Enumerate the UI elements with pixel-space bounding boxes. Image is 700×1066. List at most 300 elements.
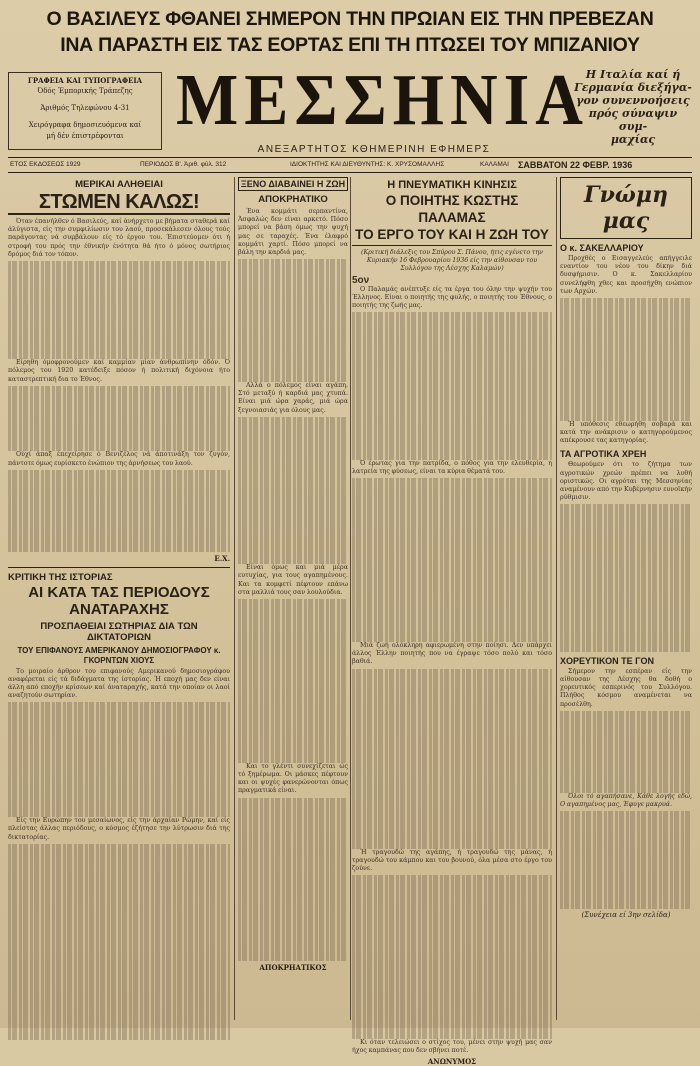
text-line-placeholder xyxy=(560,562,692,570)
text-line-placeholder xyxy=(352,576,552,584)
text-line-placeholder xyxy=(352,759,552,767)
text-line-placeholder xyxy=(238,276,348,284)
paragraph: Προχθές ο Εισαγγελεύς απήγγειλε εναντίον του νέου του δίκην διά δυσφήμισιν. Ο κ. Σακελλαρίου συνελήφθη χθες και προσήχθη ενώπιον των Αρχών. xyxy=(560,255,692,295)
text-line-placeholder xyxy=(238,738,348,746)
history-subtitle: ΠΡΟΣΠΑΘΕΙΑΙ ΣΩΤΗΡΙΑΣ ΔΙΑ ΤΩΝ ΔΙΚΤΑΤΟΡΙΩΝ xyxy=(40,620,198,643)
text-line-placeholder xyxy=(352,1023,552,1031)
text-line-placeholder xyxy=(238,839,348,847)
paragraph: Ή υπόθεσις εθεωρήθη σοβαρά και κατά την ανάκρισιν ο κατηγορούμενος απέκρουσε τας κατηγορίας. xyxy=(560,420,692,445)
text-line-placeholder xyxy=(238,325,348,333)
text-line-placeholder xyxy=(8,950,230,958)
text-line-placeholder xyxy=(8,386,230,394)
text-line-placeholder xyxy=(560,380,692,388)
text-line-placeholder xyxy=(352,452,552,460)
column-rule xyxy=(556,177,557,1020)
text-line-placeholder xyxy=(352,924,552,932)
text-line-placeholder xyxy=(238,624,348,632)
text-line-placeholder xyxy=(352,933,552,941)
palamas-signature: ΑΝΩΝΥΜΟΣ xyxy=(427,1057,477,1066)
text-line-placeholder xyxy=(238,556,348,564)
text-line-placeholder xyxy=(238,689,348,697)
text-line-placeholder xyxy=(352,892,552,900)
text-line-placeholder xyxy=(352,734,552,742)
paragraph: Ο Παλαμάς ανέπτυξε είς τα έργα του όλην την ψυχήν του Έλληνος. Είναι ο ποιητής της φυλής, ο ποιητής του Έθνους, ο ποιητής της ζωής μας. xyxy=(352,285,552,310)
office-info-line: ΓΡΑΦΕΙΑ ΚΑΙ ΤΥΠΟΓΡΑΦΕΙΑ xyxy=(27,76,143,85)
text-line-placeholder xyxy=(238,349,348,357)
text-line-placeholder xyxy=(352,362,552,370)
text-line-placeholder xyxy=(8,435,230,443)
text-line-placeholder xyxy=(352,718,552,726)
editorial-kicker: ΜΕΡΙΚΑΙ ΑΛΗΘΕΙΑΙ xyxy=(75,179,163,190)
text-line-placeholder xyxy=(352,503,552,511)
text-line-placeholder xyxy=(560,545,692,553)
text-line-placeholder xyxy=(560,811,692,819)
text-line-placeholder xyxy=(8,351,230,359)
text-line-placeholder xyxy=(352,908,552,916)
text-line-placeholder xyxy=(560,901,692,909)
text-line-placeholder xyxy=(238,896,348,904)
text-line-placeholder xyxy=(352,568,552,576)
text-line-placeholder xyxy=(238,673,348,681)
farm-debts-heading: ΤΑ ΑΓΡΟΤΙΚΑ ΧΡΕΗ xyxy=(560,449,647,460)
text-line-placeholder xyxy=(238,491,348,499)
newspaper-subtitle: ΑΝΕΞΑΡΤΗΤΟΣ ΚΘΗΜΕΡΙΝΗ ΕΦΗΜΕΡΣ xyxy=(257,144,491,155)
text-line-placeholder xyxy=(352,337,552,345)
text-line-placeholder xyxy=(352,1006,552,1014)
text-line-placeholder xyxy=(238,705,348,713)
palamas-title: Ο ΠΟΙΗΤΗΣ ΚΩΣΤΗΣ ΠΑΛΑΜΑΣ xyxy=(385,193,519,225)
text-line-placeholder xyxy=(8,470,230,478)
text-line-placeholder xyxy=(560,298,692,306)
text-line-placeholder xyxy=(238,341,348,349)
text-line-placeholder xyxy=(238,879,348,887)
text-line-placeholder xyxy=(560,828,692,836)
text-line-placeholder xyxy=(8,885,230,893)
history-title: ΑΙ ΚΑΤΑ ΤΑΣ ΠΕΡΙΟΔΟΥΣ ΑΝΑΤΑΡΑΧΗΣ xyxy=(28,583,210,618)
text-line-placeholder xyxy=(352,560,552,568)
text-line-placeholder xyxy=(238,474,348,482)
paragraph: Ένα κομμάτι σερπαντίνα, Άσφαλώς δεν είναι αρκετό. Πόσο μπορεί να βάση όμως την ψυχή μας σε ταραχές. Ένα έλαφρό κομμάτι χαρτί. Πόσο μπορεί να βάλη την καρδιά μας. xyxy=(238,208,348,257)
text-line-placeholder xyxy=(8,535,230,543)
text-line-placeholder xyxy=(8,844,230,852)
text-line-placeholder xyxy=(352,982,552,990)
editorial-body xyxy=(8,218,230,552)
paragraph: Ούχί άπαξ έπεχείρησε ό Βενιζέλος νά άποτινάξη τον ζυγόν, πάντοτε όμως ευρίσκετο ένώπιον της άρνήσεως του λαού. xyxy=(8,451,230,467)
text-line-placeholder xyxy=(8,486,230,494)
dance-event-body xyxy=(560,668,692,910)
text-line-placeholder xyxy=(352,495,552,503)
text-line-placeholder xyxy=(560,521,692,529)
text-line-placeholder xyxy=(560,323,692,331)
text-line-placeholder xyxy=(352,883,552,891)
text-line-placeholder xyxy=(8,511,230,519)
text-line-placeholder xyxy=(560,595,692,603)
text-line-placeholder xyxy=(238,317,348,325)
text-line-placeholder xyxy=(352,990,552,998)
text-line-placeholder xyxy=(238,507,348,515)
text-line-placeholder xyxy=(352,941,552,949)
carnival-box-title: ΞΕΝΟ ΔΙΑΒΑΙΝΕΙ Η ΖΩΗ xyxy=(238,177,348,191)
text-line-placeholder xyxy=(8,852,230,860)
text-line-placeholder xyxy=(560,735,692,743)
text-line-placeholder xyxy=(238,308,348,316)
text-line-placeholder xyxy=(238,615,348,623)
text-line-placeholder xyxy=(560,306,692,314)
paragraph: Είναι όμως και μιά μέρα ευτυχίας, για τους αγαπημένους. Και τα κομφετί πέφτουν επάνω στα μαλλιά τους σαν λουλούδια. xyxy=(238,564,348,596)
text-line-placeholder xyxy=(238,863,348,871)
text-line-placeholder xyxy=(8,999,230,1007)
text-line-placeholder xyxy=(560,586,692,594)
text-line-placeholder xyxy=(352,824,552,832)
text-line-placeholder xyxy=(8,543,230,551)
history-author: ΤΟΥ ΕΠΙΦΑΝΟΥΣ ΑΜΕΡΙΚΑΝΟΥ ΔΗΜΟΣΙΟΓΡΑΦΟΥ κ. ΓΚΟΡΝΤΩΝ ΧΙΟΥΣ xyxy=(17,645,221,665)
paragraph: Ό έρωτας για την πατρίδα, ο πόθος για την ελευθερία, η λατρεία της φύσεως, είναι τα κύρια θέματά του. xyxy=(352,459,552,475)
paragraph: Αλλά ο πόλεμος είναι αγάπη. Στό μεταξύ ή καρδιά μας χτυπά. Είναι μιά ώρα χαράς, μιά ώρα ξεγνοιασιάς για όλους μας. xyxy=(238,382,348,414)
text-line-placeholder xyxy=(8,776,230,784)
text-line-placeholder xyxy=(8,427,230,435)
part-number: 5ον xyxy=(352,274,370,286)
text-line-placeholder xyxy=(8,784,230,792)
column-rule xyxy=(234,177,235,1020)
text-line-placeholder xyxy=(238,366,348,374)
text-line-placeholder xyxy=(352,435,552,443)
text-line-placeholder xyxy=(238,607,348,615)
text-line-placeholder xyxy=(560,347,692,355)
text-line-placeholder xyxy=(238,417,348,425)
text-line-placeholder xyxy=(560,719,692,727)
text-line-placeholder xyxy=(560,752,692,760)
text-line-placeholder xyxy=(8,443,230,451)
text-line-placeholder xyxy=(352,957,552,965)
text-line-placeholder xyxy=(238,945,348,953)
text-line-placeholder xyxy=(352,775,552,783)
text-line-placeholder xyxy=(560,760,692,768)
teaser-line: γον συνεννοήσεις xyxy=(576,94,690,107)
text-line-placeholder xyxy=(238,798,348,806)
text-line-placeholder xyxy=(352,609,552,617)
text-line-placeholder xyxy=(8,983,230,991)
text-line-placeholder xyxy=(238,441,348,449)
text-line-placeholder xyxy=(8,302,230,310)
text-line-placeholder xyxy=(352,767,552,775)
text-line-placeholder xyxy=(352,875,552,883)
column-palamas xyxy=(352,177,552,1066)
text-line-placeholder xyxy=(8,335,230,343)
main-headline-line-2: ΙΝΑ ΠΑΡΑΣΤΗ ΕΙΣ ΤΑΣ ΕΟΡΤΑΣ ΕΠΙ ΤΗ ΠΤΩΣΕΙ ΤΟΥ ΜΠΙΖΑΝΙΟΥ xyxy=(60,34,640,56)
text-line-placeholder xyxy=(560,537,692,545)
text-line-placeholder xyxy=(8,419,230,427)
text-line-placeholder xyxy=(352,791,552,799)
text-line-placeholder xyxy=(238,482,348,490)
text-line-placeholder xyxy=(352,386,552,394)
office-info-line: μή δέν έπιστρέφονται xyxy=(46,132,124,140)
text-line-placeholder xyxy=(8,402,230,410)
text-line-placeholder xyxy=(238,888,348,896)
text-line-placeholder xyxy=(352,370,552,378)
paragraph: Και το γλέντι συνεχίζεται ώς τό ξημέρωμα. Οι μάσκες πέφτουν και οι ψυχές φανερώνονται όπως πραγματικά είναι. xyxy=(238,762,348,795)
paragraph: Ή τραγουδώ της αγάπης, ή τραγουδώ της μάνας, ή τραγουδώ του κάμπου και του βουνού, όλα μέσα στο έργο του ζούνε. xyxy=(352,848,552,873)
text-line-placeholder xyxy=(560,331,692,339)
text-line-placeholder xyxy=(8,702,230,710)
text-line-placeholder xyxy=(238,871,348,879)
text-line-placeholder xyxy=(560,644,692,652)
text-line-placeholder xyxy=(238,648,348,656)
text-line-placeholder xyxy=(8,727,230,735)
text-line-placeholder xyxy=(560,396,692,404)
farm-debts-body xyxy=(560,461,692,651)
text-line-placeholder xyxy=(560,529,692,537)
history-section-label: ΚΡΙΤΙΚΗ ΤΗΣ ΙΣΤΟΡΙΑΣ xyxy=(8,571,113,583)
text-line-placeholder xyxy=(352,321,552,329)
text-line-placeholder xyxy=(560,819,692,827)
main-headline-line-1: Ο ΒΑΣΙΛΕΥΣ ΦΘΑΝΕΙ ΣΗΜΕΡΟΝ ΤΗΝ ΠΡΩΙΑΝ ΕΙΣ ΤΗΝ ΠΡΕΒΕΖΑΝ xyxy=(46,8,654,30)
text-line-placeholder xyxy=(238,937,348,945)
text-line-placeholder xyxy=(8,801,230,809)
text-line-placeholder xyxy=(560,314,692,322)
text-line-placeholder xyxy=(238,515,348,523)
text-line-placeholder xyxy=(560,513,692,521)
text-line-placeholder xyxy=(352,394,552,402)
text-line-placeholder xyxy=(352,634,552,642)
text-line-placeholder xyxy=(8,934,230,942)
text-line-placeholder xyxy=(352,685,552,693)
text-line-placeholder xyxy=(560,364,692,372)
text-line-placeholder xyxy=(8,743,230,751)
text-line-placeholder xyxy=(238,523,348,531)
continued-note: (Συνέχεια εί 3ην σελίδα) xyxy=(581,911,671,920)
text-line-placeholder xyxy=(352,816,552,824)
text-line-placeholder xyxy=(8,909,230,917)
text-line-placeholder xyxy=(352,617,552,625)
text-line-placeholder xyxy=(352,998,552,1006)
text-line-placeholder xyxy=(238,912,348,920)
text-line-placeholder xyxy=(352,1031,552,1039)
text-line-placeholder xyxy=(8,942,230,950)
dance-event-heading: ΧΟΡΕΥΤΙΚΟΝ ΤΕ ΓΟΝ xyxy=(560,655,655,666)
text-line-placeholder xyxy=(560,768,692,776)
masthead xyxy=(8,60,692,155)
text-line-placeholder xyxy=(238,665,348,673)
text-line-placeholder xyxy=(238,267,348,275)
text-line-placeholder xyxy=(238,466,348,474)
office-info-line: Χειρόγραφα δημοσιευόμενα καί xyxy=(28,121,142,129)
text-line-placeholder xyxy=(352,312,552,320)
text-line-placeholder xyxy=(8,277,230,285)
text-line-placeholder xyxy=(238,531,348,539)
text-line-placeholder xyxy=(8,527,230,535)
history-body xyxy=(8,668,230,1041)
text-line-placeholder xyxy=(560,603,692,611)
text-line-placeholder xyxy=(8,917,230,925)
text-line-placeholder xyxy=(560,404,692,412)
sakellariou-heading: Ο κ. ΣΑΚΕΛΛΑΡΙΟΥ xyxy=(560,243,644,253)
text-line-placeholder xyxy=(238,292,348,300)
text-line-placeholder xyxy=(8,503,230,511)
text-line-placeholder xyxy=(352,750,552,758)
text-line-placeholder xyxy=(8,926,230,934)
text-line-placeholder xyxy=(8,410,230,418)
paragraph: Σήμερον την εσπέραν είς την αίθουσαν της Λέσχης θα δοθή ο χορευτικός εσπερινός του Συλλόγου. Πλήθος κόσμου αναμένεται να προσέλθη. xyxy=(560,667,692,708)
issue-date: ΣΑΒΒΑΤΟΝ 22 ΦΕΒΡ. 1936 xyxy=(518,160,633,170)
text-line-placeholder xyxy=(352,669,552,677)
text-line-placeholder xyxy=(8,958,230,966)
text-line-placeholder xyxy=(238,632,348,640)
text-line-placeholder xyxy=(238,755,348,763)
text-line-placeholder xyxy=(238,806,348,814)
text-line-placeholder xyxy=(8,876,230,884)
text-line-placeholder xyxy=(238,746,348,754)
editorial-title: ΣΤΩΜΕΝ ΚΑΛΩΣ! xyxy=(8,191,230,215)
column-rule xyxy=(350,177,351,1020)
text-line-placeholder xyxy=(352,519,552,527)
text-line-placeholder xyxy=(560,635,692,643)
text-line-placeholder xyxy=(238,433,348,441)
text-line-placeholder xyxy=(352,808,552,816)
text-line-placeholder xyxy=(352,427,552,435)
text-line-placeholder xyxy=(238,640,348,648)
text-line-placeholder xyxy=(8,310,230,318)
text-line-placeholder xyxy=(352,536,552,544)
palamas-title-2: ΤΟ ΕΡΓΟ ΤΟΥ ΚΑΙ Η ΖΩΗ ΤΟΥ xyxy=(352,226,552,246)
text-line-placeholder xyxy=(560,578,692,586)
text-line-placeholder xyxy=(238,697,348,705)
text-line-placeholder xyxy=(560,868,692,876)
text-line-placeholder xyxy=(560,860,692,868)
text-line-placeholder xyxy=(560,611,692,619)
text-line-placeholder xyxy=(352,486,552,494)
text-line-placeholder xyxy=(560,619,692,627)
text-line-placeholder xyxy=(352,693,552,701)
text-line-placeholder xyxy=(560,776,692,784)
issue-info-bar xyxy=(8,157,692,173)
text-line-placeholder xyxy=(8,261,230,269)
masthead-teaser xyxy=(574,68,692,146)
text-line-placeholder xyxy=(238,499,348,507)
text-line-placeholder xyxy=(8,975,230,983)
text-line-placeholder xyxy=(8,793,230,801)
column-editorial xyxy=(8,177,230,1022)
paragraph: Είρηθη όμοφρονούμεν καί καμμίαν μίαν άνθρωπίνην όδόν. Ό πόλεμος του 1920 κατέδειξε πόσον ή πολιτική διχόνοια ήτο καταστρεπτική δια το Έθνος. xyxy=(8,359,230,383)
text-line-placeholder xyxy=(8,735,230,743)
text-line-placeholder xyxy=(560,744,692,752)
text-line-placeholder xyxy=(560,785,692,793)
text-line-placeholder xyxy=(560,355,692,363)
text-line-placeholder xyxy=(238,458,348,466)
text-line-placeholder xyxy=(238,425,348,433)
office-info-line: Άριθμός Τηλεφώνου 4-31 xyxy=(40,104,130,112)
editorial-signature: Ε.Χ. xyxy=(214,553,230,563)
text-line-placeholder xyxy=(560,852,692,860)
text-line-placeholder xyxy=(238,259,348,267)
text-line-placeholder xyxy=(560,836,692,844)
text-line-placeholder xyxy=(8,901,230,909)
text-line-placeholder xyxy=(352,378,552,386)
text-line-placeholder xyxy=(352,965,552,973)
carnival-body xyxy=(238,208,348,961)
text-line-placeholder xyxy=(352,832,552,840)
text-line-placeholder xyxy=(8,768,230,776)
text-line-placeholder xyxy=(8,394,230,402)
paragraph: Όταν έπανήλθεν ό Βασιλεύς, καί άνήρχετο με βήματα σταθερά καί άλύγιστα, είς την συμφιλίωσιν του λαού, προσεκάλεσεν όλους τούς παράγοντας νά συμβάλουν είς τό έργον του. Έπιστεύομεν ότι ή στροφή του πρός την έθνικήν ένότητα θά ήτο ό μόνος σωτήριος δρόμος διά τον τόπον. xyxy=(8,218,230,258)
text-line-placeholder xyxy=(560,372,692,380)
teaser-line: Γερμανία διεξήγα- xyxy=(574,81,692,94)
paragraph: Κι όταν τελειώσει ο στίχος του, μένει στην ψυχή μας σαν ήχος καμπάνας που δεν σβήνει ποτέ. xyxy=(352,1039,552,1055)
column-opinion xyxy=(560,177,692,1022)
text-line-placeholder xyxy=(8,269,230,277)
text-line-placeholder xyxy=(238,540,348,548)
text-line-placeholder xyxy=(8,1007,230,1015)
teaser-line: πρός σύναψιν συμ- xyxy=(588,107,678,133)
paragraph: Το μοιραίο άρθρον του επιφανούς Αμερικανού δημοσιογράφου αναφέρεται είς τά διδάγματα της ίστορίας. Ή εποχή μας δεν είναι άλλη από εποχήν κρίσεων καί άναταραχής, κατά την οποίαν οι λαοί αναζητούν σωτηρίαν. xyxy=(8,667,230,700)
text-line-placeholder xyxy=(352,419,552,427)
text-line-placeholder xyxy=(352,783,552,791)
issue-year: ΕΤΟΣ ΕΚΔΟΣΕΩΣ 1929 xyxy=(10,161,81,168)
text-line-placeholder xyxy=(8,967,230,975)
text-line-placeholder xyxy=(352,949,552,957)
text-line-placeholder xyxy=(8,286,230,294)
text-line-placeholder xyxy=(8,860,230,868)
text-line-placeholder xyxy=(352,626,552,634)
text-line-placeholder xyxy=(8,893,230,901)
text-line-placeholder xyxy=(8,752,230,760)
sakellariou-body xyxy=(560,255,692,445)
text-line-placeholder xyxy=(8,809,230,817)
text-line-placeholder xyxy=(560,877,692,885)
carnival-title: ΑΠΟΚΡΗΑΤΙΚΟ xyxy=(258,194,328,205)
text-line-placeholder xyxy=(352,900,552,908)
text-line-placeholder xyxy=(238,830,348,838)
text-line-placeholder xyxy=(352,742,552,750)
text-line-placeholder xyxy=(560,627,692,635)
text-line-placeholder xyxy=(8,519,230,527)
text-line-placeholder xyxy=(352,443,552,451)
poem: Όλοι τό αγαπήσανε, Κάθε λογής εδώ, Ο αγαπημένος μας, Έφυγε μακρυά. xyxy=(560,792,692,808)
text-line-placeholder xyxy=(560,413,692,421)
text-line-placeholder xyxy=(238,548,348,556)
text-line-placeholder xyxy=(352,726,552,734)
teaser-line: μαχίας xyxy=(610,133,656,146)
text-line-placeholder xyxy=(238,450,348,458)
text-line-placeholder xyxy=(560,504,692,512)
text-line-placeholder xyxy=(8,494,230,502)
text-line-placeholder xyxy=(560,885,692,893)
text-line-placeholder xyxy=(352,800,552,808)
text-line-placeholder xyxy=(560,893,692,901)
text-line-placeholder xyxy=(352,478,552,486)
text-line-placeholder xyxy=(560,844,692,852)
text-line-placeholder xyxy=(352,411,552,419)
text-line-placeholder xyxy=(560,388,692,396)
text-line-placeholder xyxy=(8,343,230,351)
text-line-placeholder xyxy=(238,681,348,689)
issue-director: ΙΔΙΟΚΤΗΤΗΣ ΚΑΙ ΔΙΕΥΘΥΝΤΗΣ: Κ. ΧΡΥΣΟΜΑΛΛΗΣ xyxy=(290,161,445,168)
text-line-placeholder xyxy=(352,402,552,410)
palamas-kicker: Η ΠΝΕΥΜΑΤΙΚΗ ΚΙΝΗΣΙΣ xyxy=(387,179,517,191)
palamas-intro: (Κριτική διάλεξις του Σπύρου Σ. Πάνου, ήτις εγένετο την Κυριακήν 16 Φεβρουαρίου 1936 είς την αίθουσαν του Συλλόγου της Λέσχης Καλαμών) xyxy=(361,249,543,273)
text-line-placeholder xyxy=(238,814,348,822)
text-line-placeholder xyxy=(238,847,348,855)
text-line-placeholder xyxy=(238,714,348,722)
carnival-signature: ΑΠΟΚΡΗΑΤΙΚΟΣ xyxy=(259,963,327,973)
text-line-placeholder xyxy=(352,585,552,593)
text-line-placeholder xyxy=(352,511,552,519)
paragraph: Μιά ζωή ολόκληρη αφιερωμένη στην ποίησι. Δεν υπάρχει άλλος Έλλην ποιητής που να έγραψε τόσο πολύ και τόσο βαθιά. xyxy=(352,641,552,666)
text-line-placeholder xyxy=(352,916,552,924)
text-line-placeholder xyxy=(238,656,348,664)
text-line-placeholder xyxy=(352,527,552,535)
text-line-placeholder xyxy=(352,710,552,718)
office-info-line: Όδός Έμπορικής Τράπεζης xyxy=(37,87,133,95)
